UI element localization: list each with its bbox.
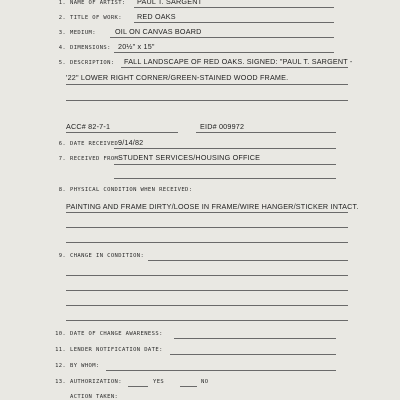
item-number-1: 1. xyxy=(58,0,66,6)
change-date-label: DATE OF CHANGE AWARENESS: xyxy=(70,331,163,337)
lender-label: LENDER NOTIFICATION DATE: xyxy=(70,347,163,353)
artist-label: NAME OF ARTIST: xyxy=(70,0,126,6)
date-received-label: DATE RECEIVED: xyxy=(70,141,122,147)
accession-number: ACC# 82-7-1 xyxy=(66,122,111,131)
description-rule-1 xyxy=(121,67,348,68)
item-number-5: 5. xyxy=(58,60,66,66)
description-rule-2 xyxy=(66,84,348,85)
by-whom-line xyxy=(106,370,336,371)
description-line-2: '22" LOWER RIGHT CORNER/GREEN-STAINED WOOD FRAME. xyxy=(66,73,289,82)
eid-line xyxy=(196,132,336,133)
item-number-7: 7. xyxy=(58,156,66,162)
item-number-13: 13. xyxy=(55,379,66,385)
by-whom-label: BY WHOM: xyxy=(70,363,100,369)
condition-rule-3 xyxy=(66,242,348,243)
received-from-rule-2 xyxy=(114,178,336,179)
artist-value: PAUL T. SARGENT xyxy=(137,0,203,6)
dimensions-label: DIMENSIONS: xyxy=(70,45,111,51)
change-rule-4 xyxy=(66,305,348,306)
change-label: CHANGE IN CONDITION: xyxy=(70,253,145,259)
description-label: DESCRIPTION: xyxy=(70,60,115,66)
item-number-12: 12. xyxy=(55,363,66,369)
condition-rule-1 xyxy=(66,212,348,213)
eid-number: EID# 009972 xyxy=(200,122,245,131)
description-rule-3 xyxy=(66,100,348,101)
item-number-11: 11. xyxy=(55,347,66,353)
item-number-10: 10. xyxy=(55,331,66,337)
authorization-no-label: NO xyxy=(201,379,209,385)
change-date-line xyxy=(174,338,336,339)
item-number-4: 4. xyxy=(58,45,66,51)
condition-value: PAINTING AND FRAME DIRTY/LOOSE IN FRAME/WIRE HANGER/STICKER INTACT. xyxy=(66,202,359,211)
artist-line xyxy=(134,7,334,8)
received-from-line xyxy=(114,164,336,165)
lender-line xyxy=(170,354,336,355)
condition-label: PHYSICAL CONDITION WHEN RECEIVED: xyxy=(70,187,193,193)
received-from-label: RECEIVED FROM: xyxy=(70,156,122,162)
item-number-6: 6. xyxy=(58,141,66,147)
authorization-yes-label: YES xyxy=(153,379,165,385)
change-rule-1 xyxy=(148,260,348,261)
date-received-value: 9/14/82 xyxy=(118,138,144,147)
dimensions-line xyxy=(114,52,334,53)
action-taken-label: ACTION TAKEN: xyxy=(70,394,119,400)
accession-line xyxy=(66,132,178,133)
title-value: RED OAKS xyxy=(137,12,176,21)
medium-value: OIL ON CANVAS BOARD xyxy=(115,27,202,36)
title-label: TITLE OF WORK: xyxy=(70,15,122,21)
change-rule-3 xyxy=(66,290,348,291)
description-line-1: FALL LANDSCAPE OF RED OAKS. SIGNED: "PAUL T. SARGENT - xyxy=(124,57,353,66)
medium-line xyxy=(110,37,334,38)
change-rule-5 xyxy=(66,320,348,321)
authorization-yes-blank xyxy=(128,386,148,387)
title-line xyxy=(134,22,334,23)
date-received-line xyxy=(114,148,336,149)
received-from-value: STUDENT SERVICES/HOUSING OFFICE xyxy=(118,153,261,162)
condition-rule-2 xyxy=(66,227,348,228)
authorization-label: AUTHORIZATION: xyxy=(70,379,122,385)
dimensions-value: 20½" x 15" xyxy=(118,42,155,51)
item-number-9: 9. xyxy=(58,253,66,259)
authorization-no-blank xyxy=(180,386,197,387)
item-number-3: 3. xyxy=(58,30,66,36)
medium-label: MEDIUM: xyxy=(70,30,96,36)
item-number-2: 2. xyxy=(58,15,66,21)
change-rule-2 xyxy=(66,275,348,276)
item-number-8: 8. xyxy=(58,187,66,193)
